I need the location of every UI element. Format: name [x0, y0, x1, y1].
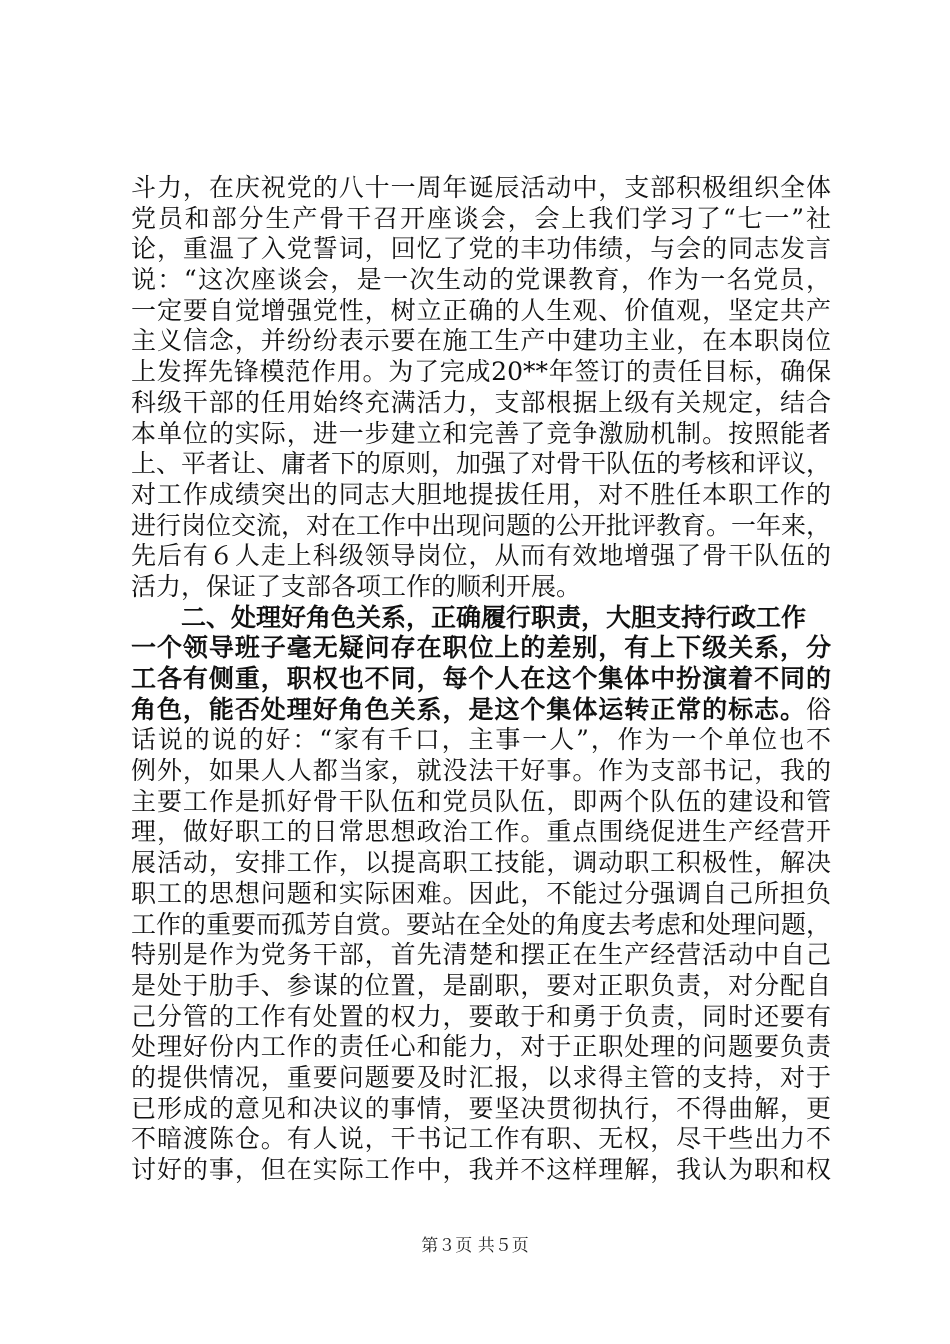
body-text-line: 职工的思想问题和实际困难。因此，不能过分强调自己所担负: [131, 879, 831, 908]
body-text-line: 上发挥先锋模范作用。为了完成20**年签订的责任目标，确保: [131, 357, 831, 386]
body-text-line: 论，重温了入党誓词，回忆了党的丰功伟绩，与会的同志发言: [131, 234, 831, 263]
body-text-line: 处理好份内工作的责任心和能力，对于正职处理的问题要负责: [131, 1032, 831, 1061]
body-text-line: 主义信念，并纷纷表示要在施工生产中建功主业，在本职岗位: [131, 326, 831, 355]
bold-text-span: 角色，能否处理好角色关系，是这个集体运转正常的标志。: [131, 695, 806, 724]
body-text-line: 上、平者让、庸者下的原则，加强了对骨干队伍的考核和评议，: [131, 449, 831, 478]
body-text-line: 工作的重要而孤芳自赏。要站在全处的角度去考虑和处理问题，: [131, 910, 831, 939]
body-text-line: 已形成的意见和决议的事情，要坚决贯彻执行，不得曲解，更: [131, 1094, 831, 1123]
body-text-line: 进行岗位交流，对在工作中出现问题的公开批评教育。一年来，: [131, 511, 831, 540]
section-heading: 二、处理好角色关系，正确履行职责，大胆支持行政工作: [181, 603, 807, 632]
body-text-line: 例外，如果人人都当家，就没法干好事。作为支部书记，我的: [131, 756, 831, 785]
body-text-line-bold: 一个领导班子毫无疑问存在职位上的差别，有上下级关系，分: [131, 633, 831, 662]
body-text-line: 对工作成绩突出的同志大胆地提拔任用，对不胜任本职工作的: [131, 480, 831, 509]
body-text-line: 话说的说的好：“家有千口，主事一人”，作为一个单位也不: [131, 725, 831, 754]
body-text-line: 理，做好职工的日常思想政治工作。重点围绕促进生产经营开: [131, 817, 831, 846]
body-text-line: 特别是作为党务干部，首先清楚和摆正在生产经营活动中自己: [131, 940, 831, 969]
body-text-line: 斗力，在庆祝党的八十一周年诞辰活动中，支部积极组织全体: [131, 173, 831, 202]
body-text-line: 党员和部分生产骨干召开座谈会，会上我们学习了“七一”社: [131, 204, 831, 233]
body-text-line: 讨好的事，但在实际工作中，我并不这样理解，我认为职和权: [131, 1155, 831, 1184]
body-text-line: 一定要自觉增强党性，树立正确的人生观、价值观，坚定共产: [131, 296, 831, 325]
body-text-line-bold: 工各有侧重，职权也不同，每个人在这个集体中扮演着不同的: [131, 664, 831, 693]
body-text-line: 说：“这次座谈会，是一次生动的党课教育，作为一名党员，: [131, 265, 831, 294]
body-text-line: 先后有６人走上科级领导岗位，从而有效地增强了骨干队伍的: [131, 541, 831, 570]
body-text-line: 科级干部的任用始终充满活力，支部根据上级有关规定，结合: [131, 388, 831, 417]
body-text-line: 本单位的实际，进一步建立和完善了竞争激励机制。按照能者: [131, 419, 831, 448]
normal-text-span: 俗: [805, 695, 831, 724]
body-text-line: 是处于肋手、参谋的位置，是副职，要对正职负责，对分配自: [131, 971, 831, 1000]
body-text-line: 活力，保证了支部各项工作的顺利开展。: [131, 572, 582, 601]
page-number-footer: 第３页 共５页: [421, 1236, 529, 1256]
body-text-line: 展活动，安排工作，以提高职工技能，调动职工积极性，解决: [131, 848, 831, 877]
body-text-line: 不暗渡陈仓。有人说，干书记工作有职、无权，尽干些出力不: [131, 1124, 831, 1153]
body-text-line: 己分管的工作有处置的权力，要敢于和勇于负责，同时还要有: [131, 1002, 831, 1031]
body-text-line: 主要工作是抓好骨干队伍和党员队伍，即两个队伍的建设和管: [131, 787, 831, 816]
body-text-line: 的提供情况，重要问题要及时汇报，以求得主管的支持，对于: [131, 1063, 831, 1092]
